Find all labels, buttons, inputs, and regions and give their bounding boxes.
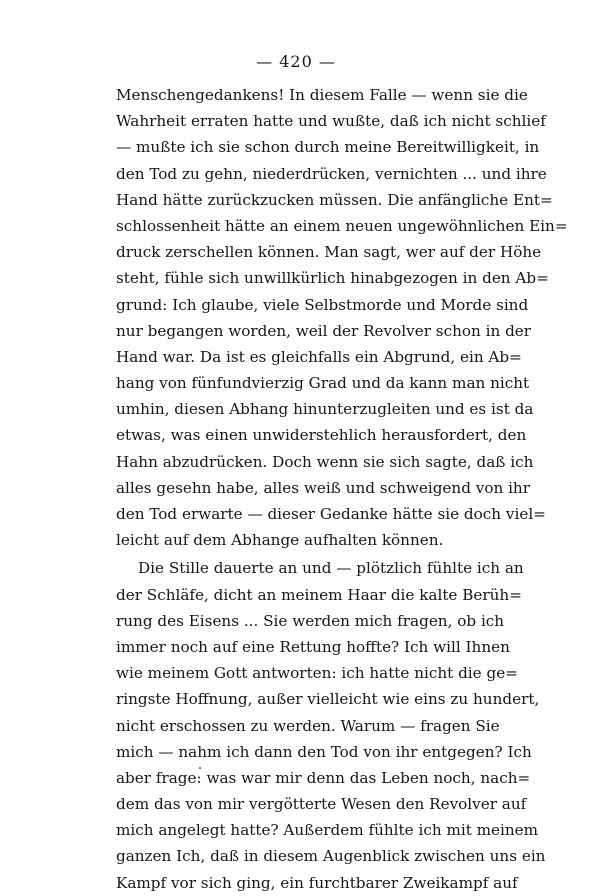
text-line: wie meinem Gott antworten: ich hatte nicht die ge=: [116, 664, 518, 683]
text-line: Hahn abzudrücken. Doch wenn sie sich sagte, daß ich: [116, 452, 534, 471]
text-line: Wahrheit erraten hatte und wußte, daß ich nicht schlief: [116, 112, 546, 131]
text-line: rung des Eisens ... Sie werden mich fragen, ob ich: [116, 611, 505, 630]
text-line: schlossenheit hätte an einem neuen ungewöhnlichen Ein=: [116, 216, 568, 235]
text-line: etwas, was einen unwiderstehlich herausfordert, den: [116, 426, 527, 445]
text-line: dem das von mir vergötterte Wesen den Revolver auf: [116, 795, 527, 814]
text-line: umhin, diesen Abhang hinunterzugleiten und es ist da: [116, 400, 534, 419]
text-line: alles gesehn habe, alles weiß und schweigend von ihr: [116, 478, 530, 497]
text-line: Die Stille dauerte an und — plötzlich fühlte ich an: [138, 559, 524, 578]
text-line: druck zerschellen können. Man sagt, wer auf der Höhe: [116, 243, 542, 262]
text-line: ringste Hoffnung, außer vielleicht wie eins zu hundert,: [116, 690, 540, 709]
text-line: Hand hätte zurückzucken müssen. Die anfängliche Ent=: [116, 190, 553, 209]
text-line: grund: Ich glaube, viele Selbstmorde und Morde sind: [116, 295, 529, 314]
text-line: mich — nahm ich dann den Tod von ihr entgegen? Ich: [116, 742, 532, 761]
text-line: mich angelegt hatte? Außerdem fühlte ich mit meinem: [116, 821, 539, 840]
text-line: Kampf vor sich ging, ein furchtbarer Zweikampf auf: [116, 873, 518, 892]
text-line: immer noch auf eine Rettung hoffte? Ich will Ihnen: [116, 637, 510, 656]
text-line: Menschengedankens! In diesem Falle — wenn sie die: [116, 86, 528, 104]
page-number: — 420 —: [256, 52, 336, 71]
text-line: der Schläfe, dicht an meinem Haar die kalte Berüh=: [116, 585, 522, 604]
text-line: — mußte ich sie schon durch meine Bereitwilligkeit, in: [116, 138, 540, 157]
text-line: aber frage: was war mir denn das Leben noch, nach=: [116, 768, 531, 787]
paper-speck: [199, 767, 201, 769]
text-line: nur begangen worden, weil der Revolver schon in der: [116, 321, 532, 340]
text-line: nicht erschossen zu werden. Warum — fragen Sie: [116, 716, 500, 735]
text-line: hang von fünfundvierzig Grad und da kann man nicht: [116, 374, 530, 393]
text-line: den Tod erwarte — dieser Gedanke hätte sie doch viel=: [116, 505, 546, 523]
text-line: Hand war. Da ist es gleichfalls ein Abgrund, ein Ab=: [116, 347, 522, 366]
text-line: leicht auf dem Abhange aufhalten können.: [116, 531, 444, 550]
text-line: steht, fühle sich unwillkürlich hinabgezogen in den Ab=: [116, 269, 549, 288]
text-line: den Tod zu gehn, niederdrücken, vernichten ... und ihre: [116, 164, 547, 183]
body-text: [116, 82, 568, 896]
text-line: ganzen Ich, daß in diesem Augenblick zwischen uns ein: [116, 847, 546, 866]
